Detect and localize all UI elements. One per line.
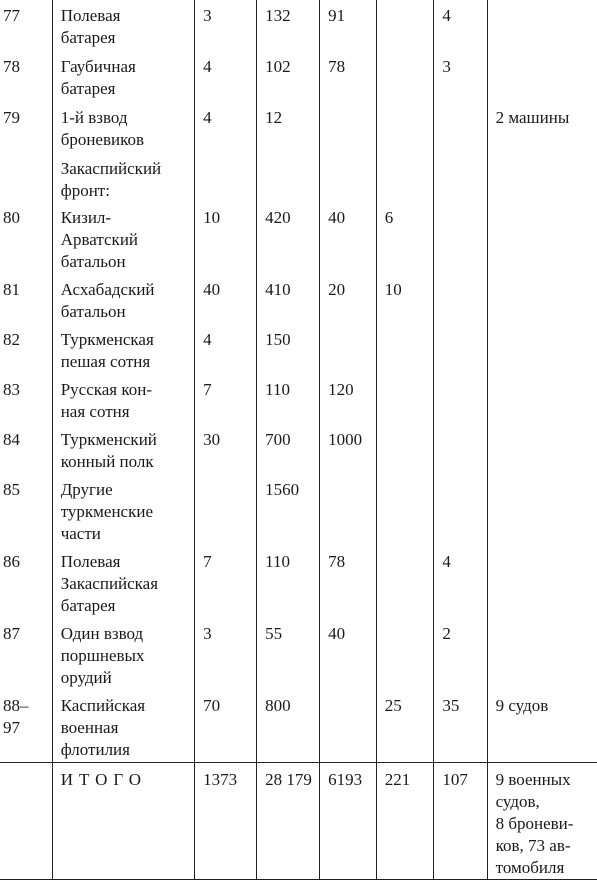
total-cell-d: 221 — [376, 763, 434, 880]
table-cell-a: 3 — [195, 0, 257, 51]
table-row — [0, 374, 597, 424]
table-cell-d — [376, 374, 434, 424]
table-cell-e — [434, 153, 487, 202]
table-cell-f — [487, 274, 597, 324]
table-cell-e — [434, 274, 487, 324]
total-cell-a: 1373 — [195, 763, 257, 880]
table-row — [0, 0, 597, 51]
table-cell-d — [376, 424, 434, 474]
table-cell-d — [376, 153, 434, 202]
table-cell-name: Гаубичная батарея — [52, 51, 194, 102]
total-cell-f: 9 военных судов, 8 броневи- ков, 73 ав- томобиля — [487, 763, 597, 880]
total-cell-b: 28 179 — [257, 763, 320, 880]
table-row — [0, 51, 597, 102]
total-cell-e: 107 — [434, 763, 487, 880]
table-cell-c: 1000 — [320, 424, 377, 474]
table-cell-a: 40 — [195, 274, 257, 324]
table-cell-num: 78 — [3, 57, 20, 76]
table-cell-b: 55 — [257, 618, 320, 690]
table-cell-e: 4 — [434, 0, 487, 51]
total-cell-num — [0, 763, 52, 880]
table-row — [0, 202, 597, 274]
table-cell-d: 25 — [376, 690, 434, 763]
table-cell-c: 78 — [320, 546, 377, 618]
table-cell-a: 4 — [195, 324, 257, 374]
table-cell-b: 150 — [257, 324, 320, 374]
table-row — [0, 690, 597, 763]
table-cell-a: 70 — [195, 690, 257, 763]
table-cell-a: 30 — [195, 424, 257, 474]
table-cell-name: Туркменский конный полк — [52, 424, 194, 474]
table-cell-f — [487, 153, 597, 202]
table-cell-num — [0, 153, 52, 202]
table-cell-name: Другие туркменские части — [52, 474, 194, 546]
table-cell-name: 1-й взвод броневиков — [52, 102, 194, 153]
table-row — [0, 546, 597, 618]
table-cell-c: 40 — [320, 618, 377, 690]
table-cell-e: 3 — [434, 51, 487, 102]
table-cell-f — [487, 374, 597, 424]
table-cell-a: 7 — [195, 546, 257, 618]
table-cell-c — [320, 102, 377, 153]
table-row — [0, 102, 597, 153]
table-cell-num: 80 — [3, 208, 20, 227]
table-cell-name: Закаспийский фронт: — [52, 153, 194, 202]
table-cell-f: 9 судов — [487, 690, 597, 763]
table-cell-a: 4 — [195, 51, 257, 102]
table-cell-c: 78 — [320, 51, 377, 102]
table-cell-e: 4 — [434, 546, 487, 618]
table-cell-name: Асхабадский батальон — [52, 274, 194, 324]
table-cell-num: 85 — [3, 480, 20, 499]
table-cell-c — [320, 690, 377, 763]
table-cell-name: Полевая батарея — [52, 0, 194, 51]
table-cell-e — [434, 324, 487, 374]
table-cell-a: 10 — [195, 202, 257, 274]
table-row — [0, 424, 597, 474]
table-cell-a — [195, 153, 257, 202]
table-cell-c — [320, 153, 377, 202]
table-cell-c: 20 — [320, 274, 377, 324]
table-cell-d: 6 — [376, 202, 434, 274]
table-cell-c: 40 — [320, 202, 377, 274]
total-row — [0, 763, 597, 880]
table-cell-e — [434, 474, 487, 546]
table-cell-f — [487, 51, 597, 102]
table-cell-b: 12 — [257, 102, 320, 153]
table-cell-b: 700 — [257, 424, 320, 474]
table-cell-e — [434, 424, 487, 474]
table-cell-a — [195, 474, 257, 546]
table-row — [0, 153, 597, 202]
table-cell-d — [376, 618, 434, 690]
table-cell-f — [487, 618, 597, 690]
table-cell-a: 3 — [195, 618, 257, 690]
table-cell-f — [487, 0, 597, 51]
table-cell-e: 2 — [434, 618, 487, 690]
table-cell-b: 110 — [257, 546, 320, 618]
table-cell-c — [320, 324, 377, 374]
table-cell-e: 35 — [434, 690, 487, 763]
table-cell-num: 79 — [3, 108, 20, 127]
table-cell-name: Русская кон- ная сотня — [52, 374, 194, 424]
total-cell-c: 6193 — [320, 763, 377, 880]
table-cell-name: Один взвод поршневых орудий — [52, 618, 194, 690]
table-cell-num: 81 — [3, 280, 20, 299]
table-cell-d: 10 — [376, 274, 434, 324]
table-cell-b: 420 — [257, 202, 320, 274]
table-cell-a: 7 — [195, 374, 257, 424]
table-cell-b: 410 — [257, 274, 320, 324]
table-cell-b: 102 — [257, 51, 320, 102]
table-cell-b: 1560 — [257, 474, 320, 546]
table-cell-name: Каспийская военная флотилия — [52, 690, 194, 763]
table-cell-d — [376, 474, 434, 546]
table-cell-d — [376, 51, 434, 102]
total-cell-label: ИТОГО — [52, 763, 194, 880]
table-row — [0, 474, 597, 546]
table-row — [0, 618, 597, 690]
table-cell-name: Кизил- Арватский батальон — [52, 202, 194, 274]
table-cell-c: 91 — [320, 0, 377, 51]
table-cell-e — [434, 202, 487, 274]
table-cell-c — [320, 474, 377, 546]
table-cell-num: 88– 97 — [3, 696, 29, 737]
table-cell-num: 82 — [3, 330, 20, 349]
table-cell-e — [434, 374, 487, 424]
table-cell-d — [376, 0, 434, 51]
table-cell-f — [487, 546, 597, 618]
table-cell-b: 800 — [257, 690, 320, 763]
table-row — [0, 324, 597, 374]
table-cell-d — [376, 546, 434, 618]
table-cell-c: 120 — [320, 374, 377, 424]
table-cell-num: 83 — [3, 380, 20, 399]
table-row — [0, 274, 597, 324]
table-cell-e — [434, 102, 487, 153]
table-cell-d — [376, 324, 434, 374]
table-cell-b: 110 — [257, 374, 320, 424]
table-cell-b: 132 — [257, 0, 320, 51]
table-cell-name: Полевая Закаспийская батарея — [52, 546, 194, 618]
table-cell-f — [487, 202, 597, 274]
table-cell-name: Туркменская пешая сотня — [52, 324, 194, 374]
table-cell-b — [257, 153, 320, 202]
table-cell-a: 4 — [195, 102, 257, 153]
table-cell-f: 2 машины — [487, 102, 597, 153]
table-cell-num: 84 — [3, 430, 20, 449]
table-cell-num: 87 — [3, 624, 20, 643]
table-cell-num: 77 — [3, 6, 20, 25]
table-cell-num: 86 — [3, 552, 20, 571]
table-cell-f — [487, 474, 597, 546]
table-cell-f — [487, 424, 597, 474]
table-cell-f — [487, 324, 597, 374]
table-cell-d — [376, 102, 434, 153]
